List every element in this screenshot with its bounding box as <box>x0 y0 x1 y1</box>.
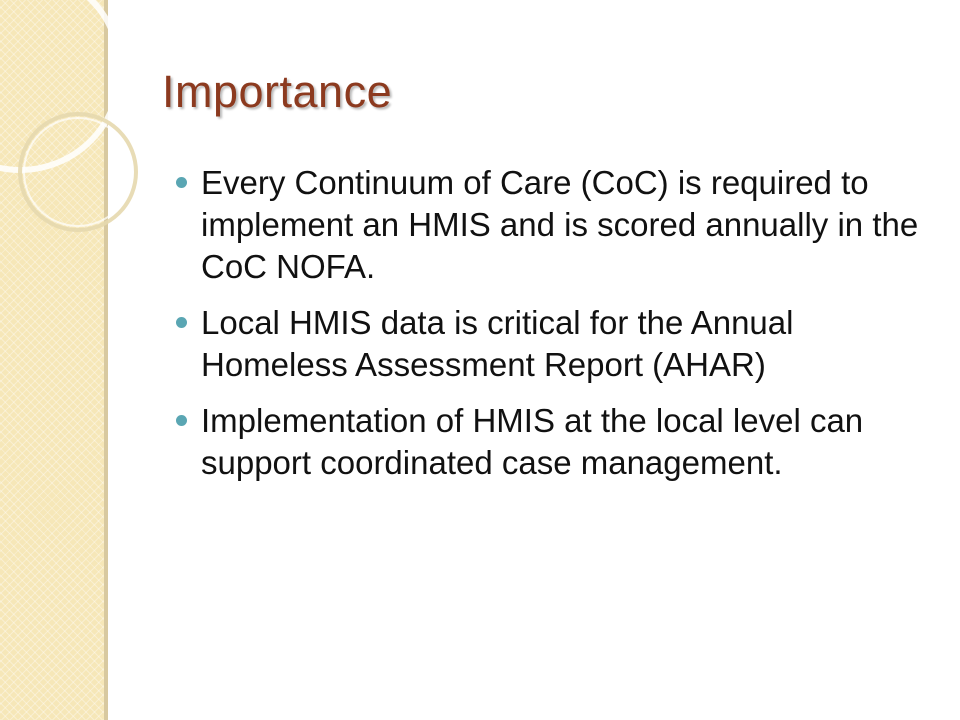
bullet-item-case-management <box>176 400 926 484</box>
bullet-item-ahar <box>176 302 926 386</box>
bullet-dot-icon <box>176 177 187 188</box>
bullet-dot-icon <box>176 317 187 328</box>
bullet-text: Implementation of HMIS at the local level can support coordinated case management. <box>201 402 864 481</box>
bullet-text: Local HMIS data is critical for the Annual Homeless Assessment Report (AHAR) <box>201 304 794 383</box>
bullet-item-coc <box>176 162 926 288</box>
bullet-text: Every Continuum of Care (CoC) is required to implement an HMIS and is scored annually in the CoC NOFA. <box>201 164 919 285</box>
bullet-dot-icon <box>176 415 187 426</box>
decorative-side-band <box>0 0 104 720</box>
side-band-edge <box>104 0 108 720</box>
slide-title: Importance <box>162 66 393 117</box>
bullet-list <box>176 162 926 498</box>
